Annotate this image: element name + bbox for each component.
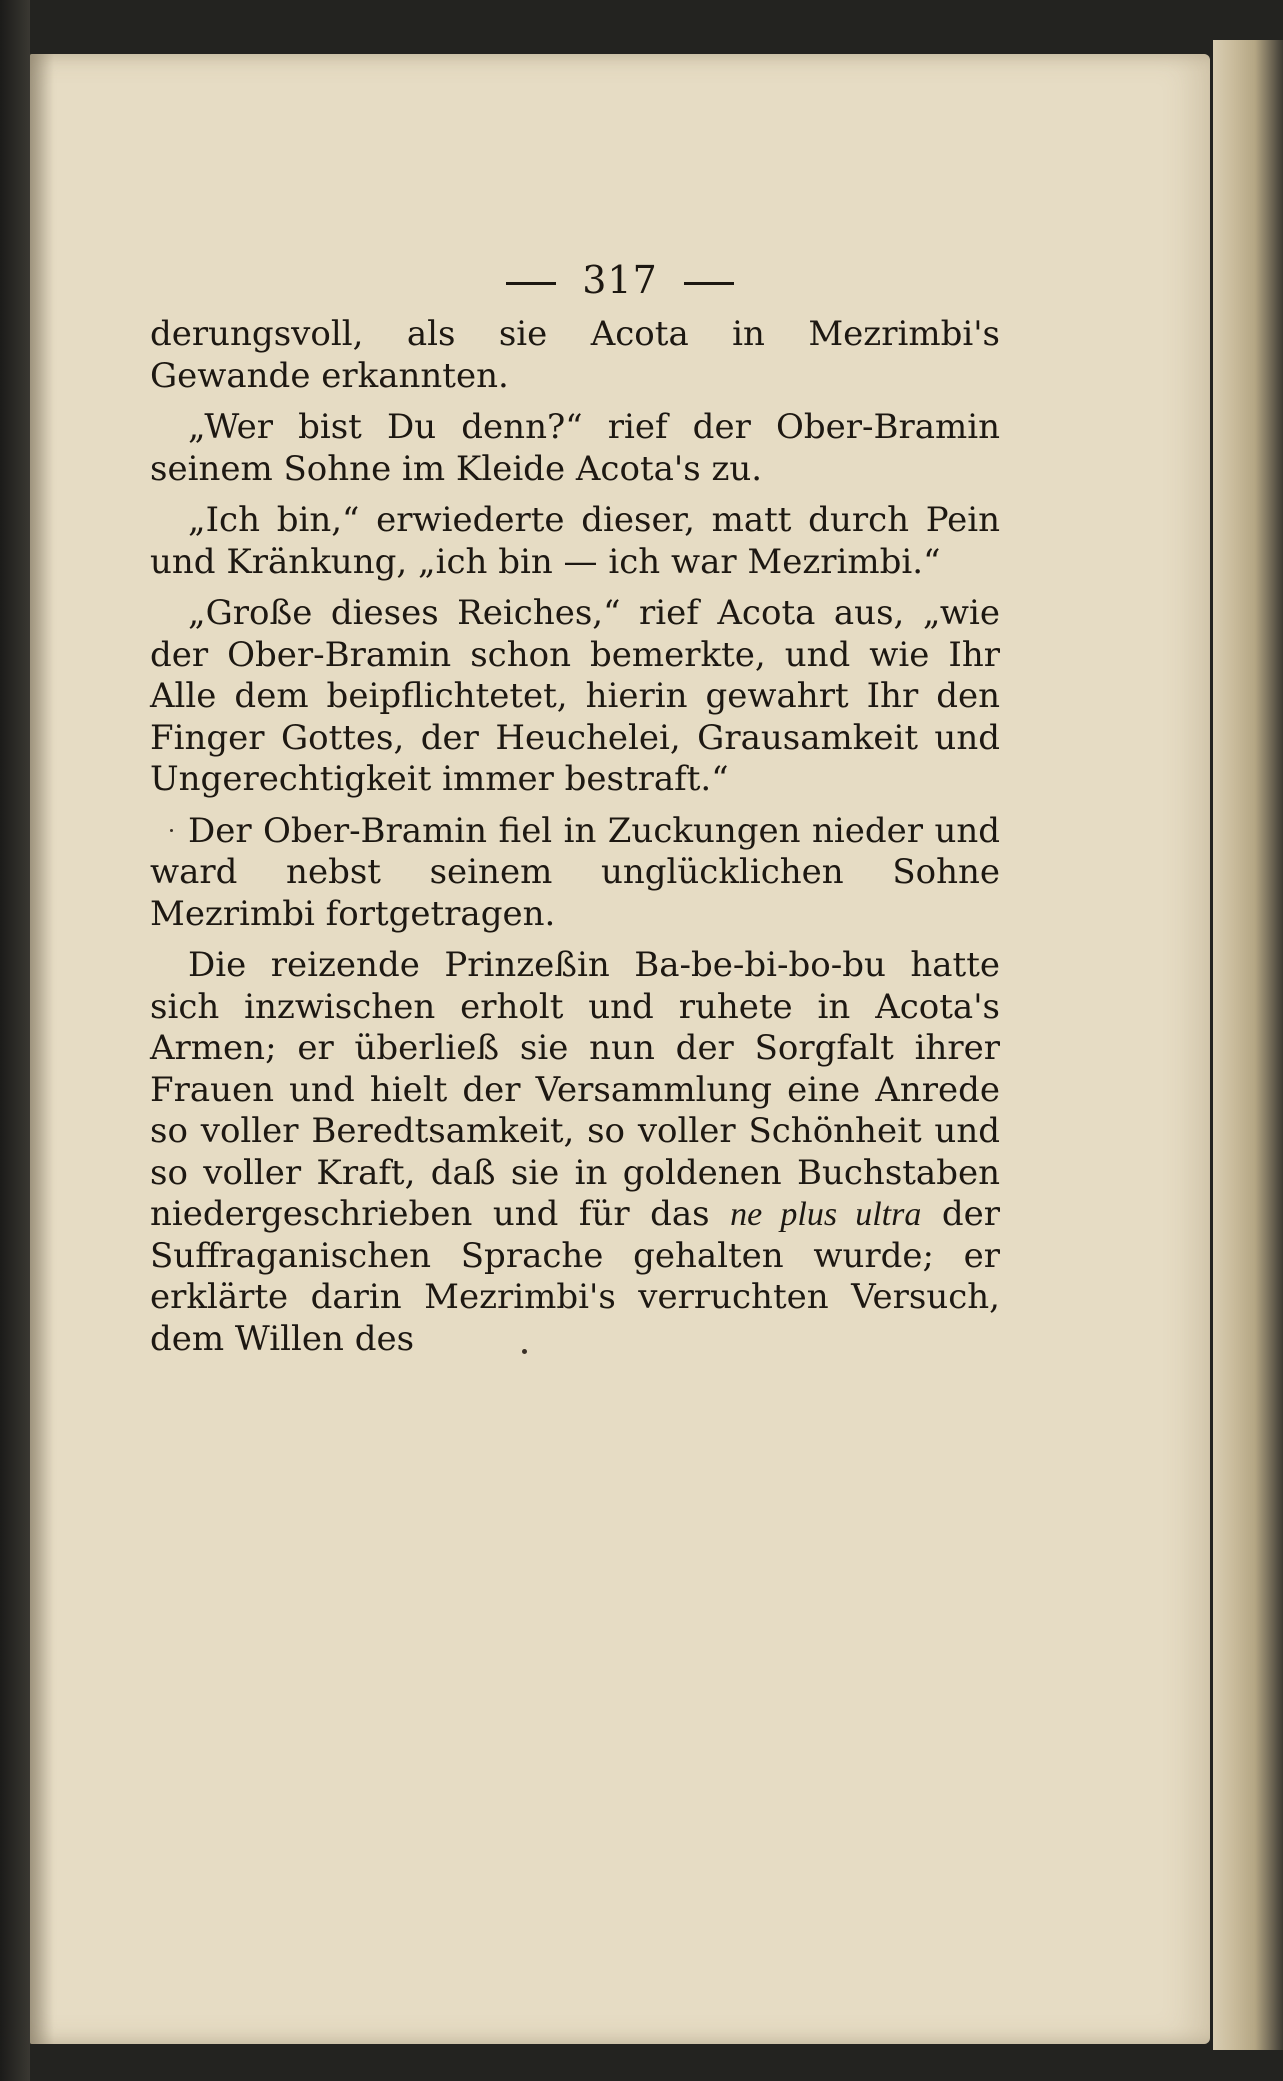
paragraph-1: derungsvoll, als sie Acota in Mezrimbi's Gewande erkannten. — [150, 314, 1000, 396]
paragraph-3: „Ich bin,“ erwiederte dieser, matt durch Pein und Kränkung, „ich bin — ich war Mezrimbi.“ — [150, 500, 1000, 582]
book-cover-edge — [0, 0, 30, 2081]
paper-speck — [170, 829, 173, 832]
page-number: 317 — [582, 258, 658, 302]
page-stack-edge — [1213, 40, 1283, 2050]
paragraph-6-text-b: der Suffraganischen Sprache gehalten wurde; er erklärte darin Mezrimbi's verruchten Versuch, dem Willen des — [150, 1194, 1000, 1359]
paragraph-2: „Wer bist Du denn?“ rief der Ober-Bramin seinem Sohne im Kleide Acota's zu. — [150, 407, 1000, 489]
header-dash-left — [506, 282, 556, 285]
paper-speck — [522, 1349, 527, 1354]
paragraph-6 — [150, 945, 1000, 1360]
header-dash-right — [684, 282, 734, 285]
paragraph-4: „Große dieses Reiches,“ rief Acota aus, „wie der Ober-Bramin schon bemerkte, und wie Ihr Alle dem beipflichtetet, hierin gewahrt Ihr den Finger Gottes, der Heuchelei, Grausamkeit und Ungerechtigkeit immer bestraft.“ — [150, 593, 1000, 799]
paragraph-5: Der Ober-Bramin fiel in Zuckungen nieder und ward nebst seinem unglücklichen Sohne Mezrimbi fortgetragen. — [150, 810, 1000, 934]
page-header — [30, 258, 1210, 302]
latin-phrase: ne plus ultra — [730, 1196, 922, 1233]
book-page — [30, 54, 1210, 2044]
spine-shadow — [30, 54, 54, 2044]
paragraph-6-text-a: Die reizende Prinzeßin Ba-be-bi-bo-bu hatte sich inzwischen erholt und ruhete in Acota's Armen; er überließ sie nun der Sorgfalt ihrer Frauen und hielt der Versammlung eine Anrede so voller Beredtsamkeit, so voller Schönheit und so voller Kraft, daß sie in goldenen Buchstaben niedergeschrieben und für das — [150, 945, 1000, 1234]
page-body — [150, 314, 1000, 1370]
